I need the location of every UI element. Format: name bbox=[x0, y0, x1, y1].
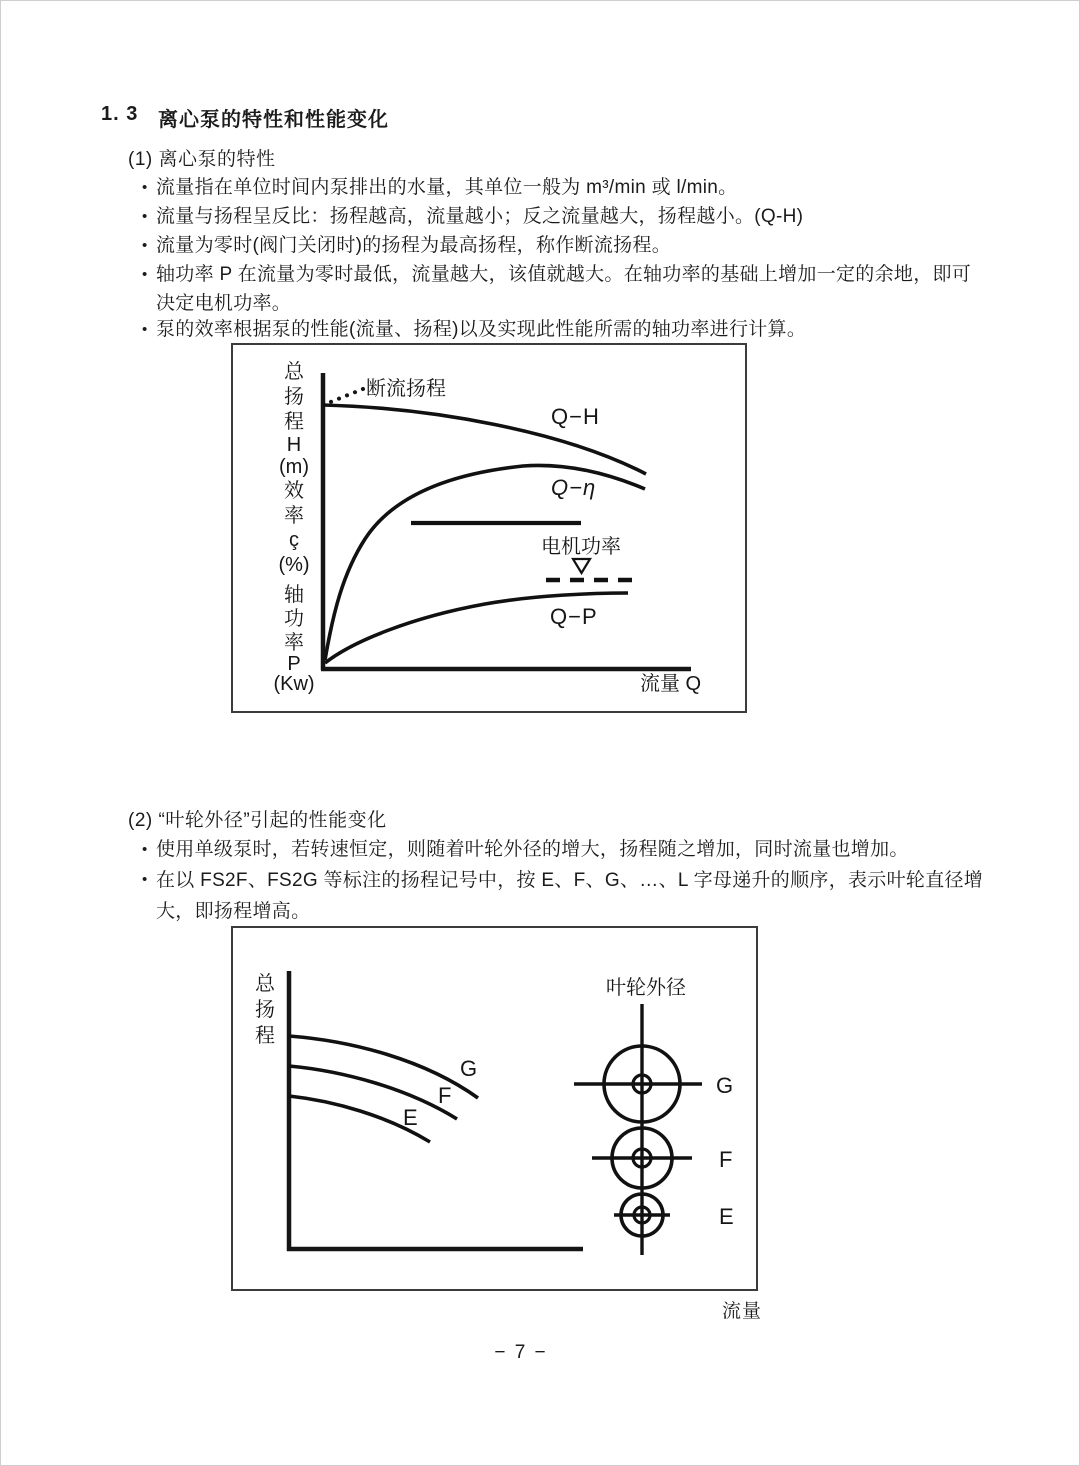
bullet-line: 轴功率 P 在流量为零时最低，流量越大，该值就越大。在轴功率的基础上增加一定的余地，即可 bbox=[156, 264, 972, 285]
bullet-text: 使用单级泵时，若转速恒定，则随着叶轮外径的增大，扬程随之增加，同时流量也增加。 bbox=[156, 839, 909, 860]
impeller-F-label: F bbox=[719, 1147, 734, 1172]
bullet-dot: • bbox=[142, 841, 148, 858]
impeller-diameter-chart bbox=[233, 928, 756, 1289]
motor-power-label: 电机功率 bbox=[541, 536, 621, 558]
bullet-text: 流量指在单位时间内泵排出的水量，其单位一般为 m³/min 或 l/min。 bbox=[156, 177, 738, 198]
part2-heading: (2) “叶轮外径”引起的性能变化 bbox=[128, 810, 387, 831]
page-title: 离心泵的特性和性能变化 bbox=[158, 109, 389, 131]
y-axis-label: 率 bbox=[284, 505, 304, 527]
bullet-text: 流量为零时(阀门关闭时)的扬程为最高扬程，称作断流扬程。 bbox=[156, 235, 672, 256]
y-axis-label: 扬 bbox=[255, 999, 275, 1021]
y-axis-label: (m) bbox=[279, 456, 309, 478]
y-axis-label: 轴 bbox=[284, 584, 304, 606]
curve-G-label: G bbox=[460, 1056, 479, 1081]
part1-heading: (1) 离心泵的特性 bbox=[128, 149, 276, 170]
y-axis-label: 总 bbox=[284, 361, 304, 383]
y-axis-label: 程 bbox=[255, 1025, 275, 1047]
bullet-dot: • bbox=[142, 237, 148, 254]
page-number: − 7 − bbox=[494, 1342, 548, 1363]
y-axis-label: 扬 bbox=[284, 386, 304, 408]
section-heading bbox=[101, 103, 389, 132]
bullet-text bbox=[156, 260, 1037, 318]
qp-curve-label: Q−P bbox=[550, 604, 598, 629]
bullet-item bbox=[142, 202, 1022, 231]
impeller-diameter-title: 叶轮外径 bbox=[606, 977, 686, 999]
curve-E-label: E bbox=[403, 1105, 419, 1130]
bullet-dot: • bbox=[142, 321, 148, 338]
bullet-line: 在以 FS2F、FS2G 等标注的扬程记号中，按 E、F、G、…、L 字母递升的顺序，表示叶轮直径增 bbox=[156, 870, 984, 891]
bullet-text: 泵的效率根据泵的性能(流量、扬程)以及实现此性能所需的轴功率进行计算。 bbox=[156, 319, 807, 340]
bullet-dot: • bbox=[142, 208, 148, 225]
y-axis-label: 率 bbox=[284, 632, 304, 654]
y-axis-label: (Kw) bbox=[273, 673, 315, 695]
section-number: 1. 3 bbox=[101, 103, 139, 125]
bullet-dot: • bbox=[142, 179, 148, 196]
pump-characteristics-figure bbox=[231, 343, 747, 713]
pump-characteristics-chart bbox=[233, 345, 745, 711]
y-axis-label: 功 bbox=[284, 608, 304, 630]
bullet-dot: • bbox=[142, 871, 148, 888]
bullet-item bbox=[142, 865, 1052, 927]
curve-F-label: F bbox=[438, 1083, 453, 1108]
shutoff-head-label: 断流扬程 bbox=[366, 378, 446, 400]
y-axis-label: 程 bbox=[284, 411, 304, 433]
q-eta-curve-label: Q−η bbox=[551, 475, 597, 500]
bullet-item bbox=[142, 260, 1037, 318]
impeller-E-label: E bbox=[719, 1204, 735, 1229]
y-axis-label: H bbox=[286, 434, 302, 456]
curve-F bbox=[289, 1066, 457, 1119]
bullet-item bbox=[142, 835, 1042, 864]
triangle-down-icon bbox=[573, 559, 590, 573]
bullet-text bbox=[156, 865, 1052, 927]
y-axis-label: ç bbox=[289, 529, 299, 551]
y-axis-label: 效 bbox=[284, 480, 304, 502]
bullet-line: 决定电机功率。 bbox=[156, 293, 292, 314]
qh-curve-label: Q−H bbox=[551, 404, 600, 429]
bullet-item bbox=[142, 315, 1022, 344]
bullet-line: 大，即扬程增高。 bbox=[156, 901, 311, 922]
figure2-flow-axis-label: 流量 bbox=[722, 1301, 763, 1322]
q-eta-curve bbox=[325, 465, 645, 660]
y-axis-label: (%) bbox=[278, 554, 310, 576]
shutoff-dotted-line bbox=[323, 389, 363, 405]
bullet-dot: • bbox=[142, 266, 148, 283]
bullet-text: 流量与扬程呈反比：扬程越高，流量越小；反之流量越大，扬程越小。(Q-H) bbox=[156, 206, 804, 227]
bullet-item bbox=[142, 231, 1022, 260]
bullet-item bbox=[142, 173, 1022, 202]
impeller-diameter-figure bbox=[231, 926, 758, 1291]
y-axis-label: 总 bbox=[255, 973, 275, 995]
flow-axis-label: 流量 Q bbox=[640, 673, 702, 695]
impeller-G-label: G bbox=[716, 1073, 735, 1098]
y-axis-label: P bbox=[287, 653, 301, 675]
